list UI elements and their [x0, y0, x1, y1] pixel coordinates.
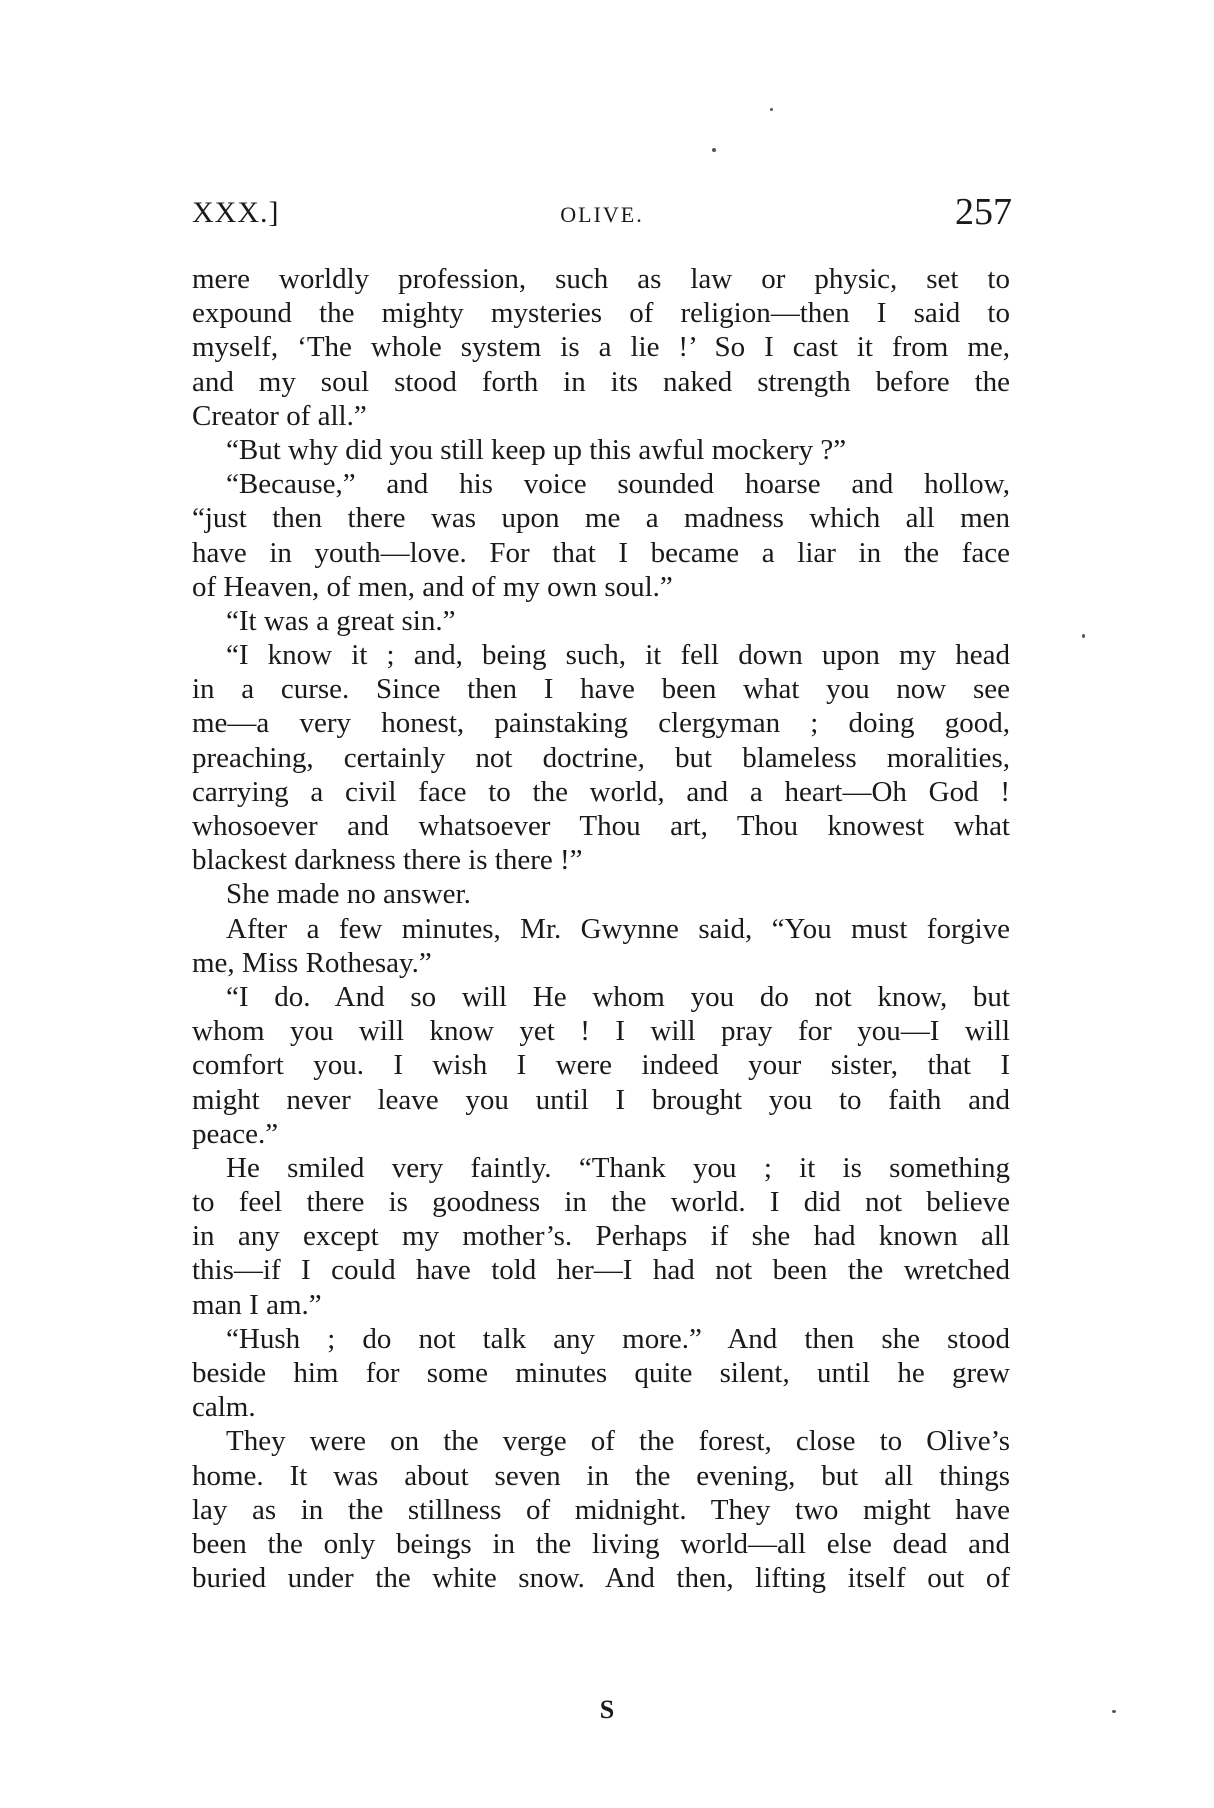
scan-speck — [1082, 634, 1085, 638]
text-line: “But why did you still keep up this awful mockery ?” — [226, 433, 847, 466]
text-line: of Heaven, of men, and of my own soul.” — [192, 570, 673, 603]
scan-speck — [770, 108, 773, 111]
text-line: beside him for some minutes quite silent, until he grew — [192, 1357, 1010, 1389]
text-line: lay as in the stillness of midnight. They two might have — [192, 1493, 1010, 1526]
text-line: whosoever and whatsoever Thou art, Thou knowest what — [192, 810, 1010, 842]
text-line: “Because,” and his voice sounded hoarse and hollow, — [226, 468, 1010, 501]
signature-mark: S — [599, 1695, 615, 1724]
text-line: carrying a civil face to the world, and a heart—Oh God ! — [192, 775, 1010, 808]
scan-speck — [712, 148, 716, 152]
page-number: 257 — [955, 191, 1012, 233]
text-line: expound the mighty mysteries of religion—then I said to — [192, 297, 1010, 330]
text-line: man I am.” — [192, 1288, 322, 1321]
text-line: Creator of all.” — [192, 399, 367, 432]
text-line: me, Miss Rothesay.” — [192, 946, 432, 979]
text-line: buried under the white snow. And then, lifting itself out of — [192, 1562, 1010, 1595]
body-text — [192, 262, 1010, 1595]
scan-speck — [1112, 1710, 1116, 1713]
text-line: preaching, certainly not doctrine, but blameless moralities, — [192, 741, 1010, 774]
text-line: in a curse. Since then I have been what you now see — [192, 673, 1010, 706]
text-line: peace.” — [192, 1117, 279, 1150]
text-line: might never leave you until I brought you to faith and — [192, 1083, 1010, 1116]
text-line: blackest darkness there is there !” — [192, 844, 583, 877]
text-line: calm. — [192, 1391, 256, 1424]
text-line: mere worldly profession, such as law or physic, set to — [192, 263, 1010, 295]
text-line: After a few minutes, Mr. Gwynne said, “You must forgive — [226, 912, 1010, 945]
text-line: me—a very honest, painstaking clergyman ; doing good, — [192, 707, 1010, 740]
text-line: home. It was about seven in the evening, but all things — [192, 1459, 1010, 1492]
text-line: to feel there is goodness in the world. I did not believe — [192, 1186, 1010, 1219]
text-line: “Hush ; do not talk any more.” And then she stood — [226, 1322, 1010, 1355]
text-line: “just then there was upon me a madness which all men — [192, 502, 1010, 535]
text-line: “It was a great sin.” — [226, 604, 456, 637]
text-line: She made no answer. — [226, 878, 471, 911]
text-line: They were on the verge of the forest, close to Olive’s — [226, 1425, 1010, 1458]
text-line: been the only beings in the living world—all else dead and — [192, 1527, 1010, 1560]
text-line: “I do. And so will He whom you do not know, but — [226, 980, 1010, 1013]
text-line: He smiled very faintly. “Thank you ; it is something — [226, 1151, 1010, 1184]
text-line: and my soul stood forth in its naked strength before the — [192, 365, 1010, 398]
text-line: comfort you. I wish I were indeed your sister, that I — [192, 1049, 1010, 1082]
text-line: myself, ‘The whole system is a lie !’ So I cast it from me, — [192, 331, 1010, 364]
book-title: OLIVE. — [560, 202, 644, 227]
running-header — [192, 190, 1012, 240]
text-line: have in youth—love. For that I became a liar in the face — [192, 536, 1010, 569]
chapter-marker: XXX.] — [192, 196, 280, 229]
text-line: in any except my mother’s. Perhaps if she had known all — [192, 1220, 1010, 1253]
text-line: whom you will know yet ! I will pray for you—I will — [192, 1015, 1010, 1048]
text-line: this—if I could have told her—I had not been the wretched — [192, 1254, 1010, 1287]
text-line: “I know it ; and, being such, it fell down upon my head — [226, 639, 1010, 672]
